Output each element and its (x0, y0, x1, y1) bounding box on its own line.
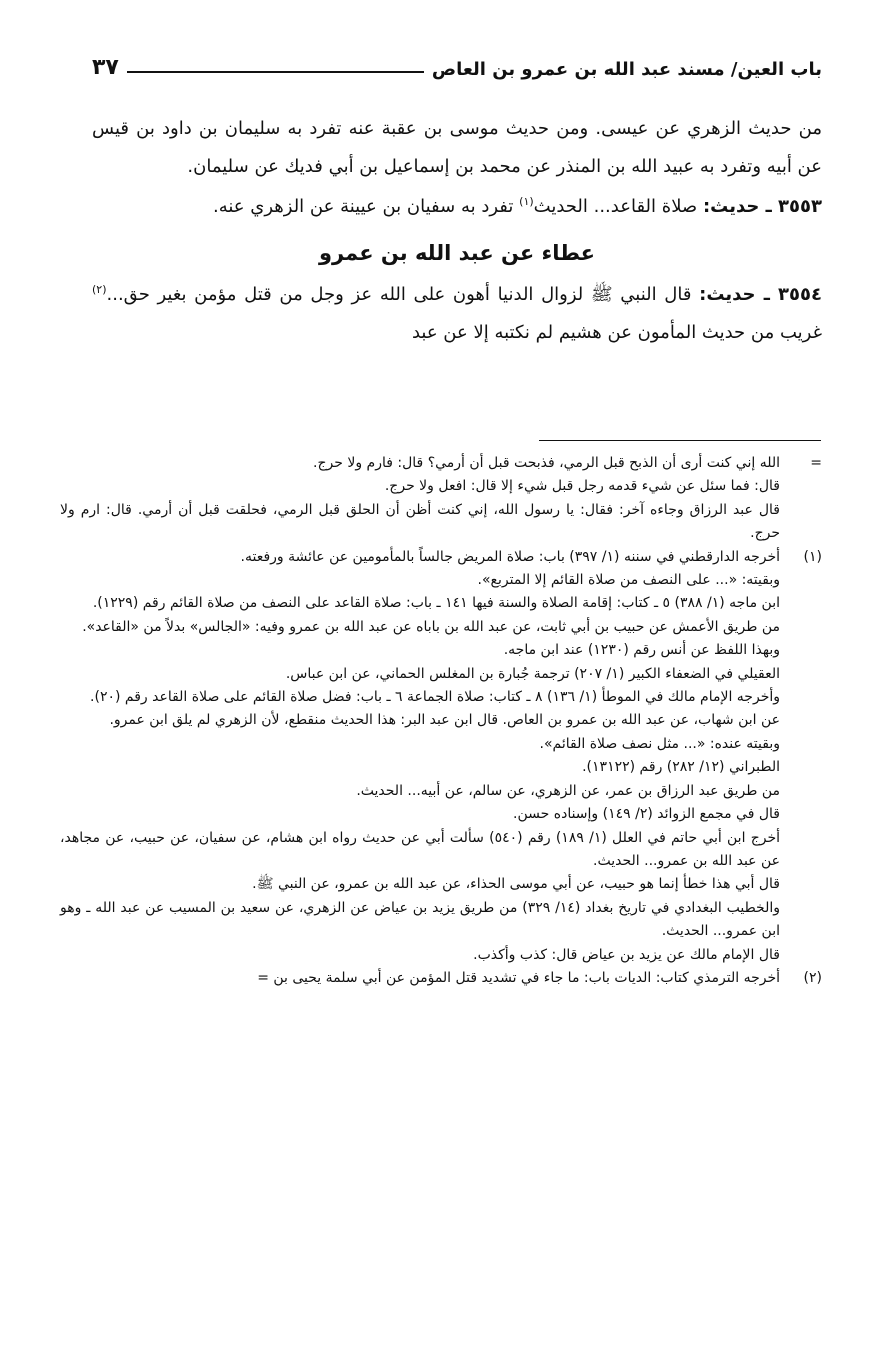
hadith-comment: تفرد به سفيان بن عيينة عن الزهري عنه. (212, 196, 514, 217)
footnote-number: (٢) (803, 969, 822, 986)
footnote-ref-2[interactable]: (٢) (92, 283, 107, 296)
hadith-3553 (92, 188, 822, 226)
footnote-line: قال أبي هذا خطأ إنما هو حبيب، عن أبي موسى الحذاء، عن عبد الله بن عمرو، عن النبي ﷺ. (252, 876, 780, 893)
hadith-comment: غريب من حديث المأمون عن هشيم لم نكتبه إلا عن عبد (411, 322, 822, 343)
footnote-line: قال الإمام مالك عن يزيد بن عياض قال: كذب وأكذب. (473, 946, 780, 963)
paragraph-intro: من حديث الزهري عن عيسى. ومن حديث موسى بن عقبة عنه تفرد به سليمان بن داود بن قيس عن أبيه وتفرد به عبيد الله بن المنذر عن محمد بن إسماعيل بن أبي فديك عن سليمان. (92, 118, 822, 177)
running-header (92, 44, 822, 80)
hadith-text: قال النبي ﷺ لزوال الدنيا أهون على الله عز وجل من قتل مؤمن بغير حق... (106, 284, 692, 305)
footnote-line: وبقيته عنده: «... مثل نصف صلاة القائم». (539, 735, 780, 752)
footnote-line: الطبراني (١٢/ ٢٨٢) رقم (١٣١٢٢). (582, 759, 780, 776)
footnote-continuation (60, 452, 822, 546)
footnote-line: عن ابن شهاب، عن عبد الله بن عمرو بن العاص. قال ابن عبد البر: هذا الحديث منقطع، لأن الزهري لم يلق ابن عمرو. (109, 712, 780, 729)
page-number: ٣٧ (92, 55, 119, 80)
footnote-1 (60, 546, 822, 967)
footnote-line: من طريق الأعمش عن حبيب بن أبي ثابت، عن عبد الله بن باباه عن عبد الله بن عمرو وفيه: «الجالس» بدلاً من «القاعد». (82, 618, 780, 635)
footnote-number: (١) (803, 548, 822, 565)
main-text (92, 110, 822, 352)
footnote-line: قال: فما سئل عن شيء قدمه رجل قبل شيء إلا قال: افعل ولا حرج. (384, 478, 780, 495)
hadith-3554 (92, 276, 822, 352)
continuation-mark: = (810, 455, 822, 471)
footnote-line: والخطيب البغدادي في تاريخ بغداد (١٤/ ٣٢٩) من طريق يزيد بن عياض عن الزهري، عن سعيد بن المسيب عن عبد الله ـ وهو ابن عمرو... الحديث. (60, 899, 781, 940)
section-heading: عطاء عن عبد الله بن عمرو (319, 241, 595, 265)
footnote-line: قال في مجمع الزوائد (٢/ ١٤٩) وإسناده حسن. (513, 806, 780, 823)
footnote-line: وبقيته: «... على النصف من صلاة القائم إلا المتربع». (477, 572, 780, 589)
footnote-line: الله إني كنت أرى أن الذبح قبل الرمي، فذبحت قبل أن أرمي؟ قال: فارم ولا حرج. (313, 455, 780, 471)
footnote-line: من طريق عبد الرزاق بن عمر، عن الزهري، عن سالم، عن أبيه... الحديث. (356, 782, 780, 799)
hadith-text: صلاة القاعد... الحديث (533, 196, 698, 217)
header-rule (127, 71, 424, 73)
footnote-ref-1[interactable]: (١) (519, 195, 534, 208)
footnotes (60, 452, 822, 990)
footnote-line: قال عبد الرزاق وجاءه آخر: فقال: يا رسول الله، إني كنت أظن أن الحلق قبل الرمي، فحلقت قبل أن أرمي. قال: ارم ولا حرج. (60, 501, 780, 542)
footnote-2 (60, 967, 822, 990)
hadith-number: ٣٥٥٣ ـ حديث: (702, 196, 822, 217)
footnote-line: أخرجه الترمذي كتاب: الديات باب: ما جاء في تشديد قتل المؤمن عن أبي سلمة يحيى بن = (257, 969, 780, 986)
footnote-line: أخرجه الدارقطني في سننه (١/ ٣٩٧) باب: صلاة المريض جالساً بالمأمومين عن عائشة ورفعته. (240, 548, 780, 565)
footnote-line: وأخرجه الإمام مالك في الموطأ (١/ ١٣٦) ٨ ـ كتاب: صلاة الجماعة ٦ ـ باب: فضل صلاة القائم على صلاة القاعد رقم (٢٠). (90, 689, 780, 706)
footnote-divider (539, 440, 821, 441)
footnote-line: ابن ماجه (١/ ٣٨٨) ٥ ـ كتاب: إقامة الصلاة والسنة فيها ١٤١ ـ باب: صلاة القاعد على النصف من صلاة القائم رقم (١٢٢٩). (92, 595, 780, 612)
footnote-line: العقيلي في الضعفاء الكبير (١/ ٢٠٧) ترجمة جُبارة بن المغلس الحماني، عن ابن عباس. (285, 665, 780, 682)
hadith-number: ٣٥٥٤ ـ حديث: (699, 284, 822, 305)
footnote-line: أخرج ابن أبي حاتم في العلل (١/ ١٨٩) رقم (٥٤٠) سألت أبي عن حديث رواه ابن هشام، عن سفيان، عن حبيب، عن مجاهد، عن عبد الله بن عمرو... الحديث. (60, 829, 780, 869)
footnote-line: وبهذا اللفظ عن أنس رقم (١٢٣٠) عند ابن ماجه. (503, 642, 780, 659)
header-title: باب العين/ مسند عبد الله بن عمرو بن العاص (431, 59, 822, 80)
